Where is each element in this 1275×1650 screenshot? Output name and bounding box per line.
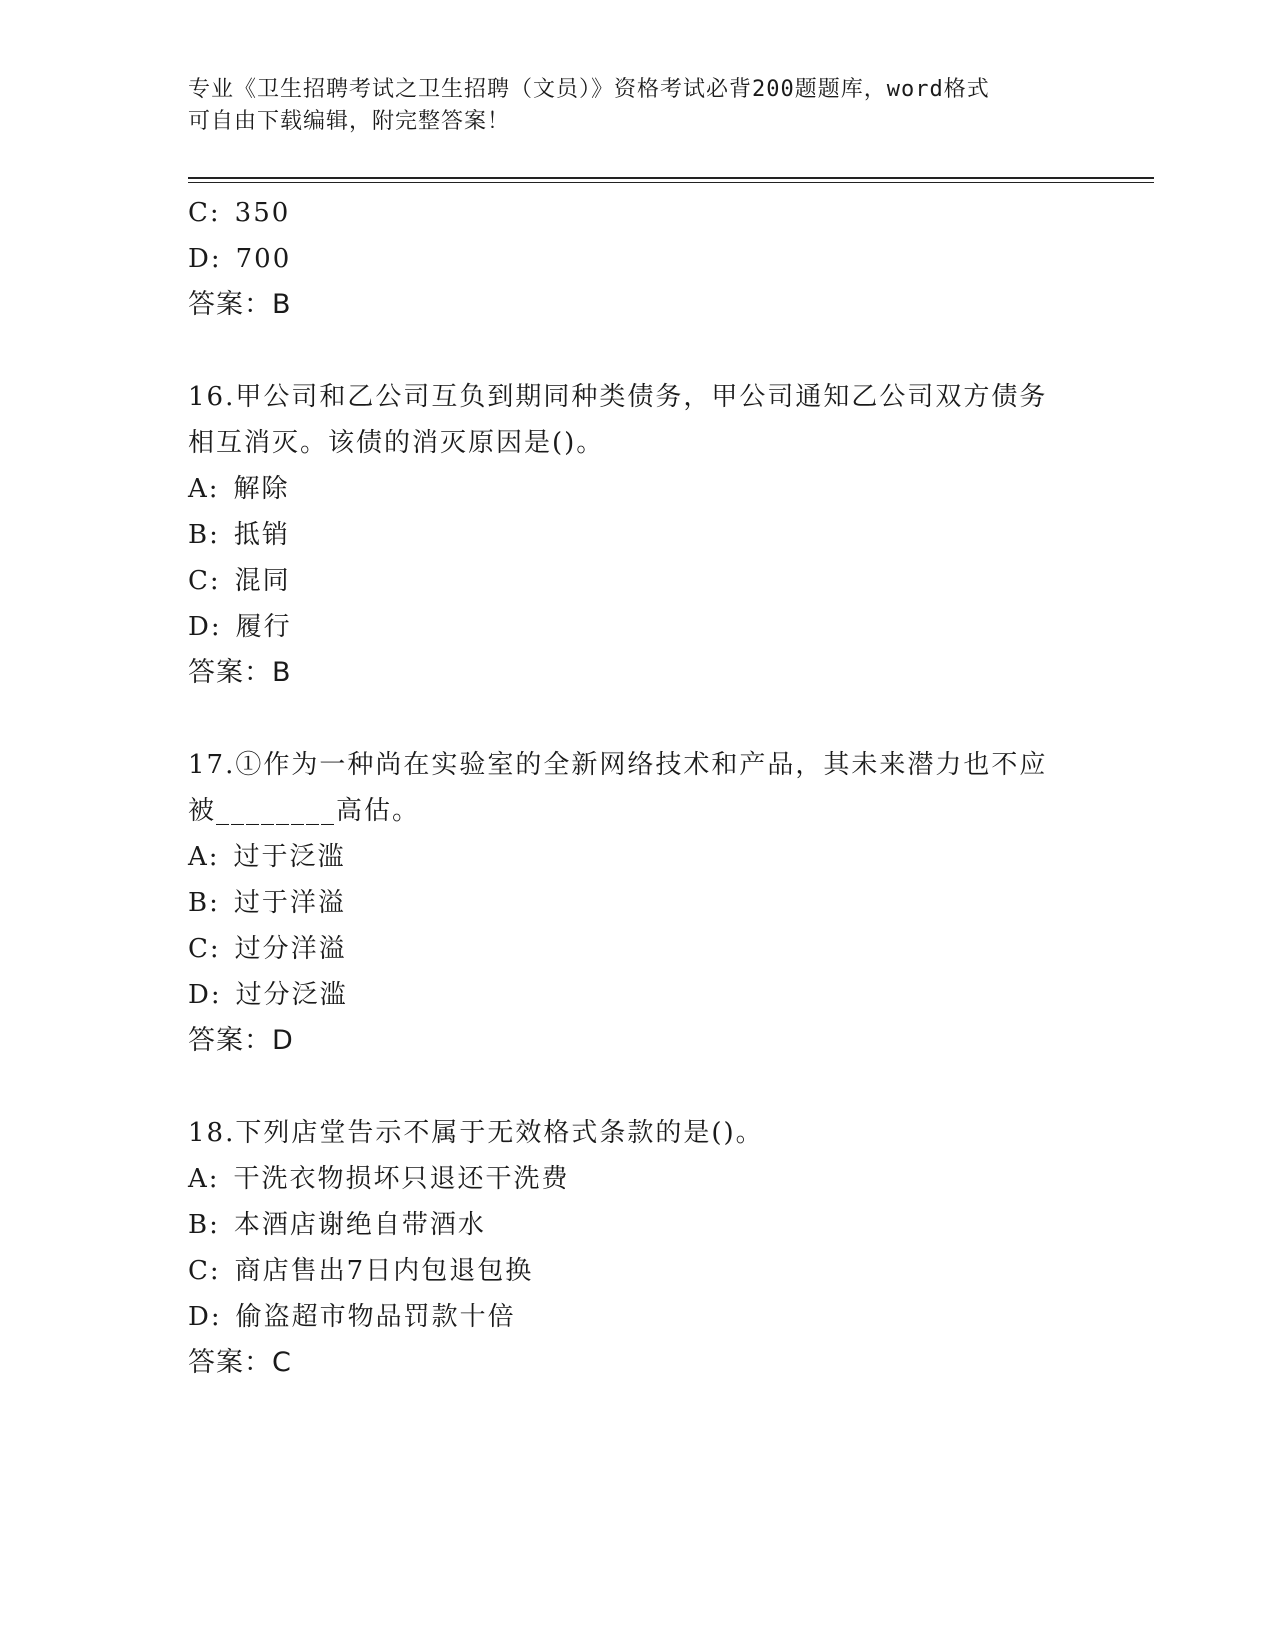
option-key: A: xyxy=(188,1164,220,1194)
option-key: C: xyxy=(188,566,221,596)
option-text: 700 xyxy=(235,244,292,274)
option-text: 过于洋溢 xyxy=(233,888,346,918)
question-stem-line: 17.①作为一种尚在实验室的全新网络技术和产品，其未来潜力也不应 xyxy=(188,750,1048,780)
answer-line: 答案：C xyxy=(188,1347,292,1378)
option-row xyxy=(188,558,1088,604)
option-text: 干洗衣物损坏只退还干洗费 xyxy=(233,1164,570,1194)
option-row xyxy=(188,972,1088,1018)
option-row xyxy=(188,1202,1088,1248)
question-stem-line: 被________高估。 xyxy=(188,796,421,826)
option-text: 本酒店谢绝自带酒水 xyxy=(233,1210,486,1240)
header-line-1: 专业《卫生招聘考试之卫生招聘（文员）》资格考试必背200题题库，word格式 xyxy=(188,77,990,102)
option-key: B: xyxy=(188,1210,220,1240)
question-list xyxy=(188,190,1088,1386)
option-key: D: xyxy=(188,1302,222,1332)
option-key: C: xyxy=(188,198,221,228)
answer-line: 答案：B xyxy=(188,657,292,688)
option-row xyxy=(188,512,1088,558)
question-stem-line: 18.下列店堂告示不属于无效格式条款的是()。 xyxy=(188,1118,764,1148)
option-row xyxy=(188,880,1088,926)
option-key: C: xyxy=(188,934,221,964)
option-row xyxy=(188,190,1088,236)
option-text: 过于泛滥 xyxy=(233,842,346,872)
option-row xyxy=(188,834,1088,880)
option-key: D: xyxy=(188,244,222,274)
question-block xyxy=(188,374,1088,696)
option-key: A: xyxy=(188,842,220,872)
previous-question-tail xyxy=(188,190,1088,328)
answer-line: 答案：B xyxy=(188,289,292,320)
option-text: 商店售出7日内包退包换 xyxy=(234,1256,534,1286)
option-row xyxy=(188,466,1088,512)
header-rule-thick xyxy=(188,177,1154,179)
document-header xyxy=(188,74,1068,138)
option-row xyxy=(188,1294,1088,1340)
option-key: A: xyxy=(188,474,220,504)
option-row xyxy=(188,236,1088,282)
question-block xyxy=(188,1110,1088,1386)
option-text: 解除 xyxy=(233,474,290,504)
option-key: D: xyxy=(188,612,222,642)
option-row xyxy=(188,604,1088,650)
answer-line: 答案：D xyxy=(188,1025,294,1056)
option-text: 过分洋溢 xyxy=(234,934,347,964)
option-text: 混同 xyxy=(234,566,291,596)
question-block xyxy=(188,742,1088,1064)
option-text: 过分泛滥 xyxy=(235,980,348,1010)
option-text: 履行 xyxy=(235,612,292,642)
question-stem-line: 相互消灭。该债的消灭原因是()。 xyxy=(188,428,605,458)
header-rule-thin xyxy=(188,182,1154,183)
header-line-2: 可自由下载编辑，附完整答案！ xyxy=(188,109,511,134)
option-text: 偷盗超市物品罚款十倍 xyxy=(235,1302,516,1332)
option-row xyxy=(188,1248,1088,1294)
option-key: C: xyxy=(188,1256,221,1286)
option-text: 抵销 xyxy=(233,520,290,550)
option-row xyxy=(188,926,1088,972)
option-key: B: xyxy=(188,888,220,918)
option-text: 350 xyxy=(234,198,291,228)
option-key: D: xyxy=(188,980,222,1010)
question-stem-line: 16.甲公司和乙公司互负到期同种类债务，甲公司通知乙公司双方债务 xyxy=(188,382,1048,412)
option-row xyxy=(188,1156,1088,1202)
option-key: B: xyxy=(188,520,220,550)
